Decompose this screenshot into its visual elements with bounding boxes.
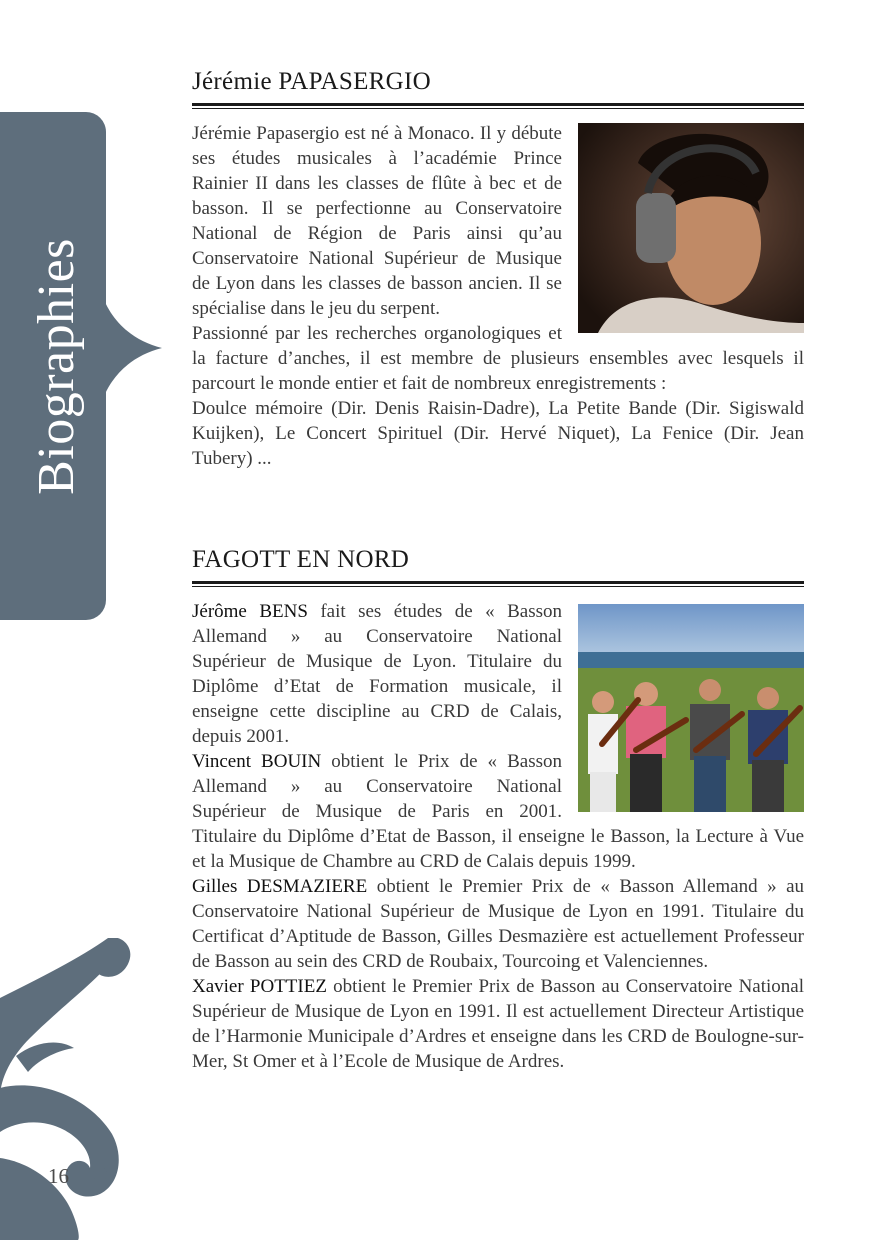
- title-rule: [192, 103, 804, 106]
- bio-paragraph: Jérémie Papasergio est né à Monaco. Il y débute ses études musicales à l’académie Prince Rainier II dans les classes de flûte à bec et de basson. Il se perfectionne au Conservatoire National de Région de Paris ainsi qu’au Conservatoire National Supérieur de Musique de Lyon dans les classes de basson ancien. Il se spécialise dans le jeu du serpent.: [192, 123, 562, 319]
- member-bio: obtient le Premier Prix de Basson au Conservatoire National Supérieur de Musique de Lyon en 1991. Il est actuellement Directeur Artistique de l’Harmonie Municipale d’Ardres et enseigne dans les CRD de Boulogne-sur-Mer, St Omer et à l’Ecole de Musique de Ardres.: [192, 976, 804, 1072]
- member-name: Gilles DESMAZIERE: [192, 876, 368, 897]
- bio-text: [192, 121, 804, 471]
- title-rule: [192, 581, 804, 584]
- member-entry: [192, 874, 804, 974]
- title-rule-thin: [192, 586, 804, 587]
- member-bio: fait ses études de « Basson Allemand » au Conservatoire National Supérieur de Musique de Lyon. Titulaire du Diplôme d’Etat de Formation musicale, il enseigne cette discipline au CRD de Calais, depuis 2001.: [192, 601, 563, 747]
- section-fagott-en-nord: [192, 545, 804, 1074]
- member-bio: obtient le Prix de « Basson Allemand » au Conservatoire National Supérieur de Musique de Paris en 2001. Titulaire du Diplôme d’Etat de Basson, il enseigne le Basson, la Lecture à Vue et la Musique de Chambre au CRD de Calais depuis 1999.: [192, 751, 804, 872]
- member-bio: obtient le Premier Prix de « Basson Allemand » au Conservatoire National Supérieur de Musique de Lyon en 1991. Titulaire du Certificat d’Aptitude de Basson, Gilles Desmazière est actuellement Professeur de Basson au sein des CRD de Roubaix, Tourcoing et Valenciennes.: [192, 876, 804, 972]
- title-rule-thin: [192, 108, 804, 109]
- flourish-ornament-icon: [0, 938, 140, 1240]
- bio-paragraph: Passionné par les recherches organologiques et la facture d’anches, il est membre de plusieurs ensembles avec lesquels il parcourt le monde entier et fait de nombreux enregistrements :: [192, 323, 804, 394]
- section-title: Jérémie PAPASERGIO: [192, 68, 431, 95]
- member-entry: [192, 974, 804, 1074]
- portrait-photo: [578, 123, 804, 333]
- side-tab-label: Biographies: [27, 237, 85, 495]
- side-tab-notch: [100, 288, 164, 408]
- page-number: 16: [48, 1164, 69, 1188]
- bio-text: [192, 599, 804, 1074]
- section-title: FAGOTT EN NORD: [192, 546, 410, 573]
- bio-paragraph: Doulce mémoire (Dir. Denis Raisin-Dadre), La Petite Bande (Dir. Sigiswald Kuijken), Le Concert Spirituel (Dir. Hervé Niquet), La Fenice (Dir. Jean Tubery) ...: [192, 398, 804, 469]
- member-name: Xavier POTTIEZ: [192, 976, 327, 997]
- section-papasergio: [192, 67, 804, 471]
- member-name: Jérôme BENS: [192, 601, 308, 622]
- member-name: Vincent BOUIN: [192, 751, 322, 772]
- group-photo: [578, 604, 804, 812]
